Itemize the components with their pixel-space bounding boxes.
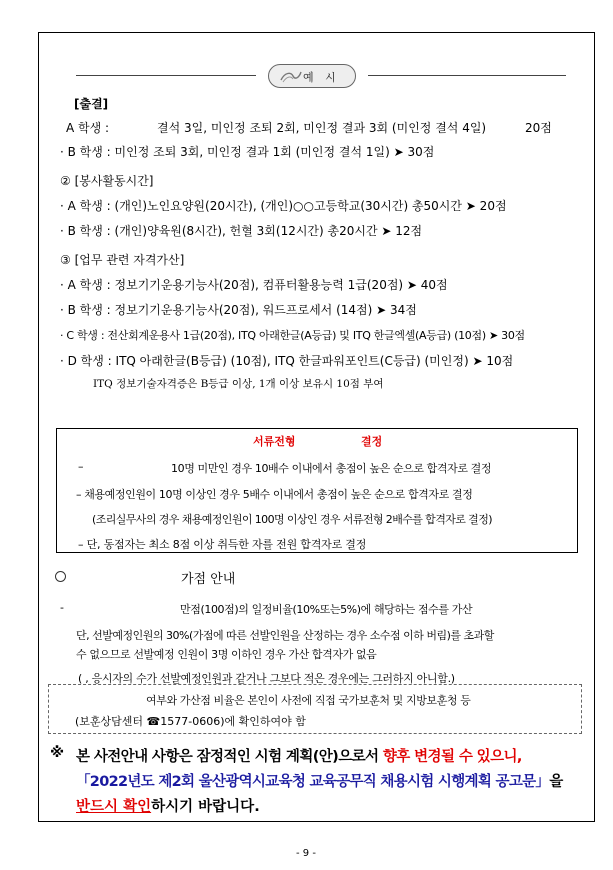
bonus-line-4: ( , 응시자의 수가 선발예정인원과 같거나 그보다 적은 경우에는 그러하지 아니함.): [78, 672, 455, 685]
notice-line-1: [76, 745, 522, 766]
screening-decision: 결정: [361, 435, 383, 448]
section-attendance-title: [출결]: [74, 97, 109, 111]
license-c-line: · C 학생 : 전산회계운용사 1급(20점), ITQ 아래한글(A등급) 및 ITQ 한글엑셀(A등급) (10점) ➤ 30점: [60, 329, 525, 342]
notice-line-2-tail: 을: [549, 774, 563, 790]
veterans-note-line-2: (보훈상담센터 ☎1577-0606)에 확인하여야 함: [75, 715, 306, 728]
attendance-b-line: · B 학생 : 미인정 조퇴 3회, 미인정 결과 1회 (미인정 결석 1일) ➤ 30점: [60, 145, 435, 159]
license-note: ITQ 정보기술자격증은 B등급 이상, 1개 이상 보유시 10점 부여: [93, 378, 384, 390]
screening-line-1: 10명 미만인 경우 10배수 이내에서 총점이 높은 순으로 합격자로 결정: [171, 462, 492, 475]
bullet-circle-icon: [55, 571, 66, 582]
notice-line-1-warning: 향후 변경될 수 있으니,: [382, 749, 522, 765]
page-number: - 9 -: [296, 848, 316, 859]
screening-line-4: – 단, 동점자는 최소 8점 이상 취득한 자를 전원 합격자로 결정: [78, 538, 367, 551]
attendance-a-score: 20점: [525, 121, 552, 135]
left-rule: [76, 75, 256, 76]
example-badge: [268, 64, 356, 88]
bonus-dash: -: [60, 601, 64, 614]
license-b-line: · B 학생 : 정보기기운용기능사(20점), 워드프로세서 (14점) ➤ 34점: [60, 303, 417, 317]
license-d-line: · D 학생 : ITQ 아래한글(B등급) (10점), ITQ 한글파워포인트(C등급) (미인정) ➤ 10점: [60, 354, 514, 368]
notice-line-3-tail: 하시기 바랍니다.: [151, 799, 260, 815]
notice-must-check: 반드시 확인: [76, 799, 152, 815]
attendance-a-detail: 결석 3일, 미인정 조퇴 2회, 미인정 결과 3회 (미인정 결석 4일): [157, 121, 487, 135]
swirl-icon: [279, 68, 303, 84]
bonus-line-2: 단, 선발예정인원의 30%(가점에 따른 선발인원을 산정하는 경우 소수점 이하 버림)를 초과할: [76, 629, 494, 642]
license-a-line: · A 학생 : 정보기기운용기능사(20점), 컴퓨터활용능력 1급(20점) ➤ 40점: [60, 278, 448, 292]
screening-title: 서류전형: [253, 435, 296, 448]
example-label: 예 시: [303, 71, 340, 84]
screening-dash: –: [78, 460, 84, 473]
attendance-a-label: A 학생 :: [66, 121, 110, 135]
volunteer-a-line: · A 학생 : (개인)노인요양원(20시간), (개인)○○고등학교(30시간) 총50시간 ➤ 20점: [60, 199, 507, 213]
right-rule: [368, 75, 566, 76]
notice-line-1-text: 본 사전안내 사항은 잠정적인 시험 계획(안)으로서: [76, 749, 383, 765]
bonus-line-3: 수 없으므로 선발예정 인원이 3명 이하인 경우 가산 합격자가 없음: [76, 648, 377, 661]
bonus-title: 가점 안내: [181, 572, 236, 587]
notice-line-3: [76, 795, 260, 816]
volunteer-b-line: · B 학생 : (개인)양육원(8시간), 헌혈 3회(12시간) 총20시간 ➤ 12점: [60, 224, 423, 238]
notice-line-2: [76, 770, 563, 791]
section-license-title: ③ [업무 관련 자격가산]: [60, 253, 185, 267]
section-volunteer-title: ② [봉사활동시간]: [60, 174, 154, 188]
notice-mark: ※: [50, 745, 65, 761]
veterans-note-line-1: 여부와 가산점 비율은 본인이 사전에 직접 국가보훈처 및 지방보훈청 등: [146, 694, 471, 707]
screening-line-2: – 채용예정인원이 10명 이상인 경우 5배수 이내에서 총점이 높은 순으로 합격자로 결정: [76, 488, 473, 501]
bonus-line-1: 만점(100점)의 일정비율(10%또는5%)에 해당하는 점수를 가산: [180, 603, 473, 616]
screening-line-3: (조리실무사의 경우 채용예정인원이 100명 이상인 경우 서류전형 2배수를 합격자로 결정): [92, 513, 492, 526]
notice-announcement-title: 「2022년도 제2회 울산광역시교육청 교육공무직 채용시험 시행계획 공고문」: [76, 774, 550, 790]
